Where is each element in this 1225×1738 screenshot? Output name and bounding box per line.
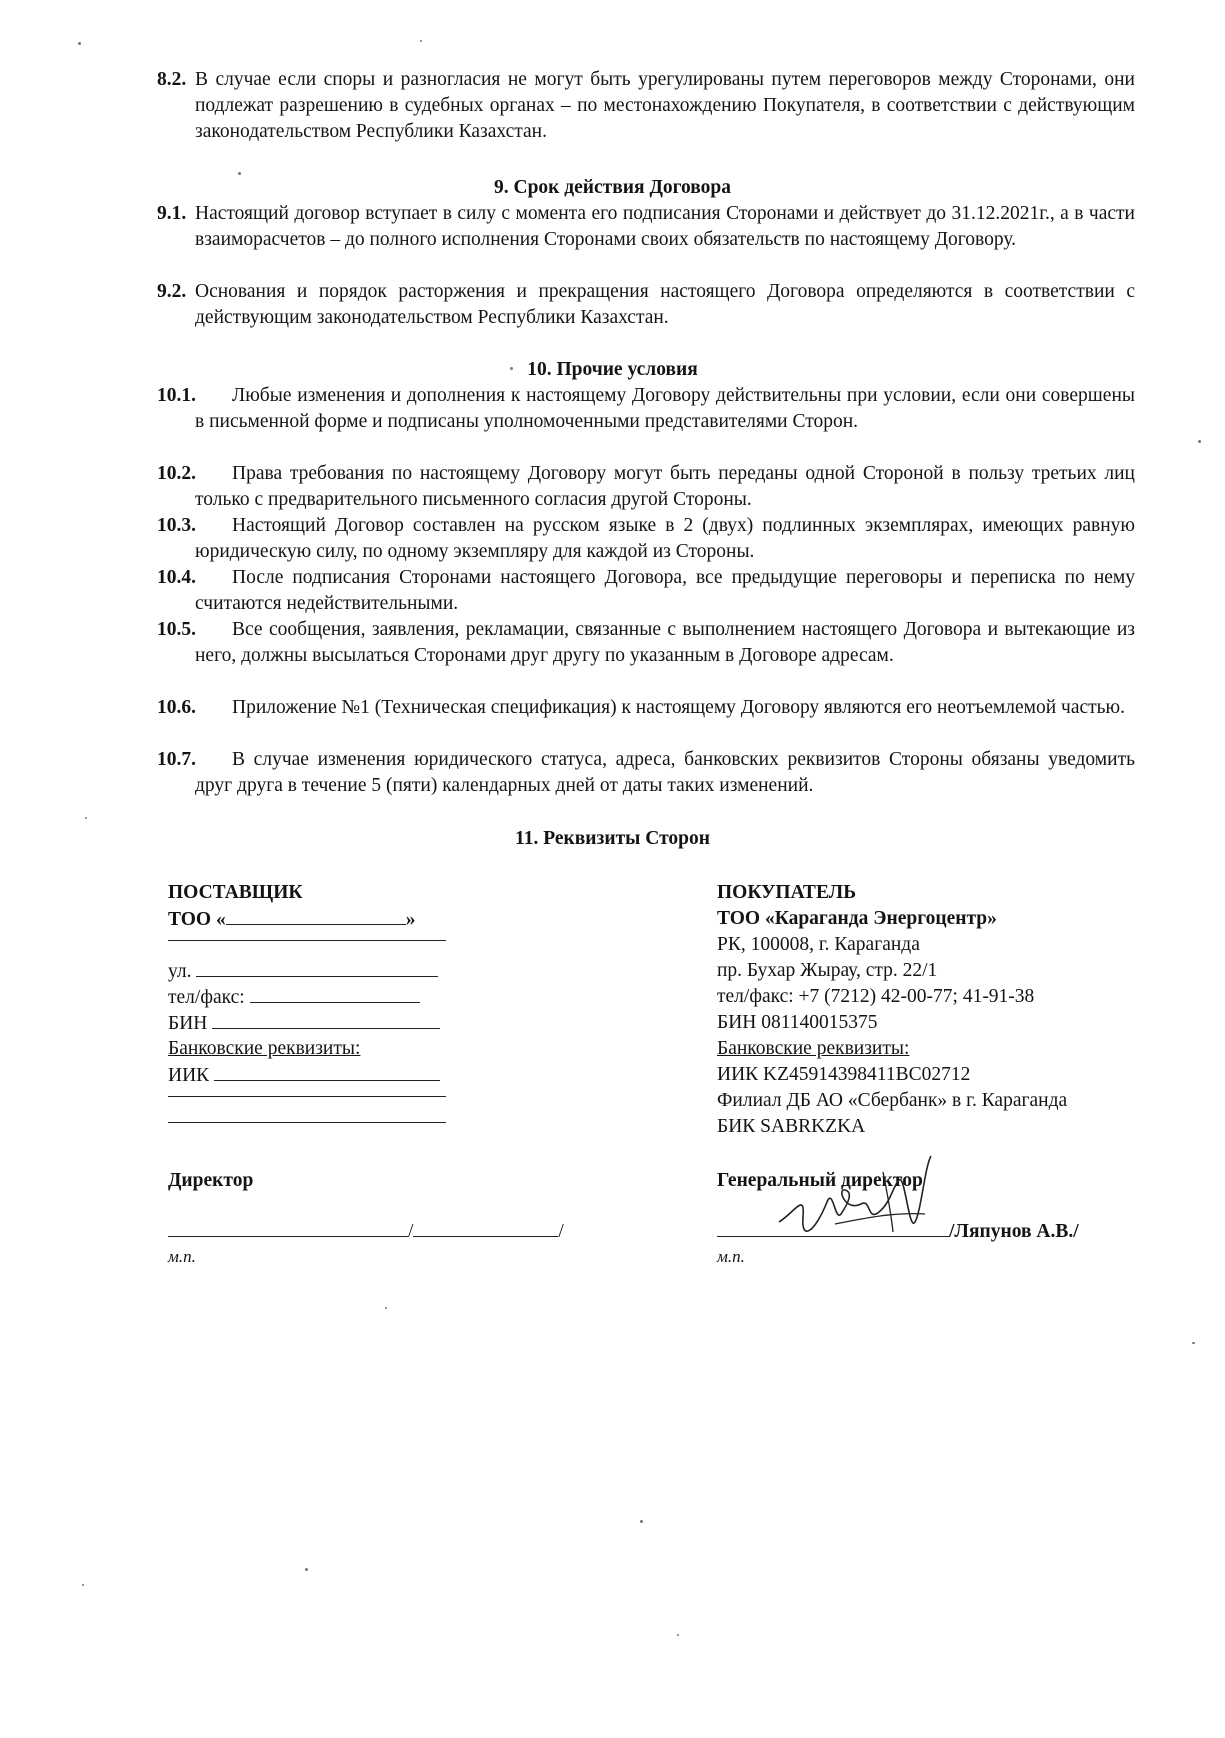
clause-text: После подписания Сторонами настоящего Договора, все предыдущие переговоры и переписка по нему считаются недействительными.: [195, 567, 1135, 614]
clause-number: 10.5.: [157, 619, 196, 640]
supplier-phone: [168, 984, 458, 1010]
buyer-iik: ИИК KZ45914398411BC02712: [717, 1064, 971, 1085]
clause-text: Любые изменения и дополнения к настоящему Договору действительны при условии, если они совершены в письменной форме и подписаны уполномоченными представителями Сторон.: [195, 385, 1135, 432]
clause-number: 10.4.: [157, 567, 196, 588]
supplier-iik: [168, 1062, 458, 1088]
supplier-iik-label: ИИК: [168, 1065, 210, 1086]
clause-number: 8.2.: [157, 69, 187, 90]
clause-text: Настоящий Договор составлен на русском языке в 2 (двух) подлинных экземплярах, имеющих равную юридическую силу, по одному экземпляру для каждой из Стороны.: [195, 515, 1135, 562]
clause-text: Все сообщения, заявления, рекламации, связанные с выполнением настоящего Договора и вытекающие из него, должны высылаться Сторонами друг другу по указанным в Договоре адресам.: [195, 619, 1135, 666]
buyer-stamp-place: м.п.: [717, 1247, 745, 1266]
supplier-sign-separator: /: [408, 1221, 414, 1242]
scan-speck: [78, 42, 81, 45]
supplier-blank-line: [168, 1114, 458, 1140]
scan-speck: [677, 1634, 679, 1636]
scan-speck: [640, 1520, 643, 1523]
clause-number: 10.3.: [157, 515, 196, 536]
buyer-director-label: Генеральный директор: [717, 1170, 923, 1191]
scan-speck: [1192, 1342, 1195, 1344]
clause-10-2: [157, 461, 1135, 513]
supplier-street-label: ул.: [168, 961, 192, 982]
clause-9-1: [157, 201, 1135, 253]
supplier-org-suffix: »: [405, 909, 416, 930]
supplier-org-prefix: ТОО «: [168, 909, 226, 930]
supplier-heading: ПОСТАВЩИК: [168, 882, 303, 903]
supplier-signature-line: [168, 1218, 564, 1244]
supplier-street-blank: [196, 958, 438, 977]
scan-speck: [510, 367, 513, 370]
clause-text: Настоящий договор вступает в силу с момента его подписания Сторонами и действует до 31.12.2021г., а в части взаиморасчетов – до полного исполнения Сторонами своих обязательств по настоящему Договору.: [195, 203, 1135, 250]
buyer-bank: Филиал ДБ АО «Сбербанк» в г. Караганда: [717, 1090, 1068, 1111]
scan-speck: [85, 817, 87, 819]
clause-10-5: [157, 617, 1135, 669]
supplier-phone-label: тел/факс:: [168, 987, 245, 1008]
supplier-bin: [168, 1010, 458, 1036]
clause-10-1: [157, 383, 1135, 435]
clause-number: 10.2.: [157, 463, 196, 484]
scan-speck: [385, 1307, 387, 1309]
clause-8-2: [157, 67, 1135, 145]
clause-text: В случае если споры и разногласия не могут быть урегулированы путем переговоров между Сторонами, они подлежат разрешению в судебных органах – по местонахождению Покупателя, в соответствии с действующим законодательством Республики Казахстан.: [195, 69, 1135, 142]
supplier-signature-blank: [168, 1218, 408, 1237]
buyer-bin: БИН 081140015375: [717, 1012, 878, 1033]
clause-9-2: [157, 279, 1135, 331]
buyer-org: ТОО «Караганда Энергоцентр»: [717, 908, 997, 929]
scan-speck: [82, 1584, 84, 1586]
supplier-bin-label: БИН: [168, 1013, 208, 1034]
scan-speck: [1198, 440, 1201, 443]
section-10-title: 10. Прочие условия: [527, 359, 698, 380]
buyer-address-2: пр. Бухар Жырау, стр. 22/1: [717, 960, 938, 981]
section-9-title: 9. Срок действия Договора: [493, 177, 731, 198]
clause-10-4: [157, 565, 1135, 617]
scan-speck: [420, 40, 422, 42]
section-11-title: 11. Реквизиты Сторон: [515, 828, 710, 849]
clause-text: Права требования по настоящему Договору могут быть переданы одной Стороной в пользу третьих лиц только с предварительного письменного согласия другой Стороны.: [195, 463, 1135, 510]
supplier-bank-label: Банковские реквизиты:: [168, 1038, 361, 1059]
buyer-heading: ПОКУПАТЕЛЬ: [717, 882, 857, 903]
clause-10-6: [157, 695, 1135, 721]
supplier-iik-blank: [214, 1062, 440, 1081]
supplier-stamp-place: м.п.: [168, 1247, 196, 1266]
clause-number: 10.1.: [157, 385, 196, 406]
supplier-street: [168, 958, 458, 984]
supplier-blank-line: [168, 932, 458, 958]
handwritten-signature: [775, 1152, 955, 1262]
clause-10-3: [157, 513, 1135, 565]
supplier-sign-separator: /: [558, 1221, 564, 1242]
supplier-blank-line: [168, 1088, 458, 1114]
buyer-phone: тел/факс: +7 (7212) 42-00-77; 41-91-38: [717, 986, 1035, 1007]
buyer-bank-label: Банковские реквизиты:: [717, 1038, 910, 1059]
buyer-address-1: РК, 100008, г. Караганда: [717, 934, 920, 955]
supplier-details: [168, 880, 564, 1270]
clause-number: 9.2.: [157, 281, 187, 302]
buyer-bik: БИК SABRKZKA: [717, 1116, 866, 1137]
supplier-org-blank: [226, 906, 406, 925]
clause-number: 10.6.: [157, 697, 196, 718]
buyer-signer-name: /Ляпунов А.В./: [949, 1221, 1079, 1242]
supplier-bin-blank: [212, 1010, 440, 1029]
clause-number: 10.7.: [157, 749, 196, 770]
scan-speck: [305, 1568, 308, 1571]
clause-text: Приложение №1 (Техническая спецификация) к настоящему Договору являются его неотъемлемой частью.: [232, 697, 1125, 718]
clause-text: В случае изменения юридического статуса, адреса, банковских реквизитов Стороны обязаны уведомить друг друга в течение 5 (пяти) календарных дней от даты таких изменений.: [195, 749, 1135, 796]
scan-speck: [238, 172, 241, 175]
supplier-name-blank: [413, 1218, 558, 1237]
clause-10-7: [157, 747, 1135, 799]
clause-text: Основания и порядок расторжения и прекращения настоящего Договора определяются в соответствии с действующим законодательством Республики Казахстан.: [195, 281, 1135, 328]
supplier-phone-blank: [250, 984, 420, 1003]
clause-number: 9.1.: [157, 203, 187, 224]
supplier-org: [168, 906, 458, 932]
supplier-director-label: Директор: [168, 1170, 254, 1191]
